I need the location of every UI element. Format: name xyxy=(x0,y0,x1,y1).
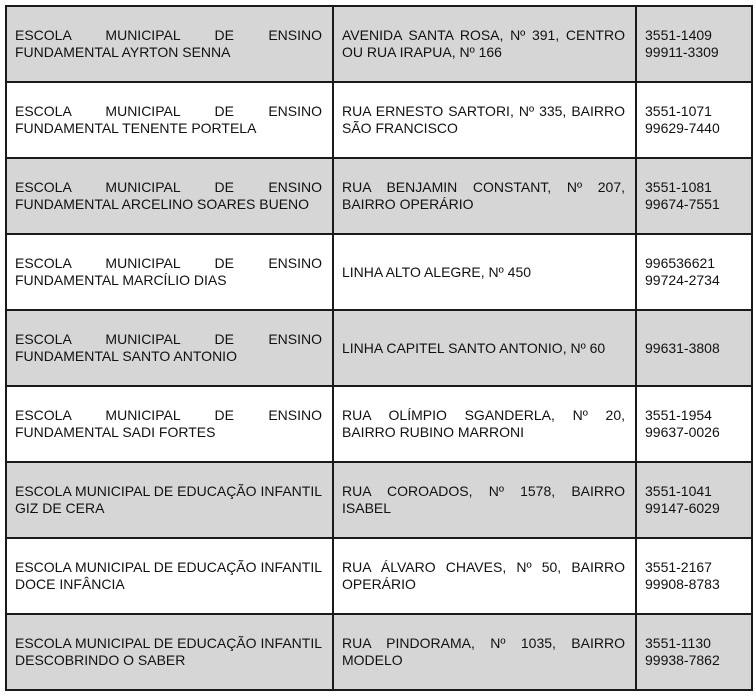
phone-number: 3551-1041 xyxy=(645,483,712,499)
table-row xyxy=(6,462,752,538)
address-cell: RUA ÁLVARO CHAVES, Nº 50, BAIRRO OPERÁRIO xyxy=(333,538,636,614)
phone-number: 3551-1071 xyxy=(645,103,712,119)
phone-number: 996536621 xyxy=(645,255,716,271)
table-row xyxy=(6,538,752,614)
phone-number: 99637-0026 xyxy=(645,424,720,440)
school-name-cell: ESCOLA MUNICIPAL DE ENSINO FUNDAMENTAL SADI FORTES xyxy=(6,386,333,462)
address-cell: RUA COROADOS, Nº 1578, BAIRRO ISABEL xyxy=(333,462,636,538)
table-row xyxy=(6,6,752,82)
school-name-cell: ESCOLA MUNICIPAL DE EDUCAÇÃO INFANTIL DOCE INFÂNCIA xyxy=(6,538,333,614)
address-cell: RUA ERNESTO SARTORI, Nº 335, BAIRRO SÃO FRANCISCO xyxy=(333,82,636,158)
school-name-cell: ESCOLA MUNICIPAL DE ENSINO FUNDAMENTAL TENENTE PORTELA xyxy=(6,82,333,158)
phone-number: 99631-3808 xyxy=(645,339,720,356)
table-row xyxy=(6,158,752,234)
phone-number: 3551-2167 xyxy=(645,559,712,575)
phone-number: 99147-6029 xyxy=(645,500,720,516)
address-cell: LINHA CAPITEL SANTO ANTONIO, Nº 60 xyxy=(333,310,636,386)
phone-number: 99724-2734 xyxy=(645,272,720,288)
phone-number: 3551-1409 xyxy=(645,27,712,43)
table-row xyxy=(6,82,752,158)
table-row xyxy=(6,614,752,690)
address-cell: RUA BENJAMIN CONSTANT, Nº 207, BAIRRO OPERÁRIO xyxy=(333,158,636,234)
school-name-cell: ESCOLA MUNICIPAL DE ENSINO FUNDAMENTAL SANTO ANTONIO xyxy=(6,310,333,386)
phone-cell xyxy=(636,462,752,538)
school-name-cell: ESCOLA MUNICIPAL DE ENSINO FUNDAMENTAL MARCÍLIO DIAS xyxy=(6,234,333,310)
phone-number: 99908-8783 xyxy=(645,576,720,592)
phone-cell xyxy=(636,386,752,462)
phone-cell xyxy=(636,614,752,690)
phone-number: 99911-3309 xyxy=(645,44,719,60)
phone-number: 3551-1954 xyxy=(645,407,712,423)
phone-number: 99629-7440 xyxy=(645,120,720,136)
school-name-cell: ESCOLA MUNICIPAL DE EDUCAÇÃO INFANTIL GIZ DE CERA xyxy=(6,462,333,538)
table-row xyxy=(6,386,752,462)
table-row xyxy=(6,234,752,310)
phone-number: 3551-1081 xyxy=(645,179,712,195)
phone-cell xyxy=(636,310,752,386)
school-directory-table xyxy=(5,5,753,691)
school-name-cell: ESCOLA MUNICIPAL DE EDUCAÇÃO INFANTIL DESCOBRINDO O SABER xyxy=(6,614,333,690)
school-name-cell: ESCOLA MUNICIPAL DE ENSINO FUNDAMENTAL ARCELINO SOARES BUENO xyxy=(6,158,333,234)
phone-cell xyxy=(636,6,752,82)
phone-number: 99674-7551 xyxy=(645,196,720,212)
address-cell: LINHA ALTO ALEGRE, Nº 450 xyxy=(333,234,636,310)
phone-number: 99938-7862 xyxy=(645,652,720,668)
school-name-cell: ESCOLA MUNICIPAL DE ENSINO FUNDAMENTAL AYRTON SENNA xyxy=(6,6,333,82)
phone-cell xyxy=(636,538,752,614)
phone-cell xyxy=(636,82,752,158)
address-cell: RUA PINDORAMA, Nº 1035, BAIRRO MODELO xyxy=(333,614,636,690)
address-cell: RUA OLÍMPIO SGANDERLA, Nº 20, BAIRRO RUBINO MARRONI xyxy=(333,386,636,462)
address-cell: AVENIDA SANTA ROSA, Nº 391, CENTRO OU RUA IRAPUA, Nº 166 xyxy=(333,6,636,82)
phone-cell xyxy=(636,234,752,310)
phone-cell xyxy=(636,158,752,234)
table-row xyxy=(6,310,752,386)
phone-number: 3551-1130 xyxy=(645,635,711,651)
